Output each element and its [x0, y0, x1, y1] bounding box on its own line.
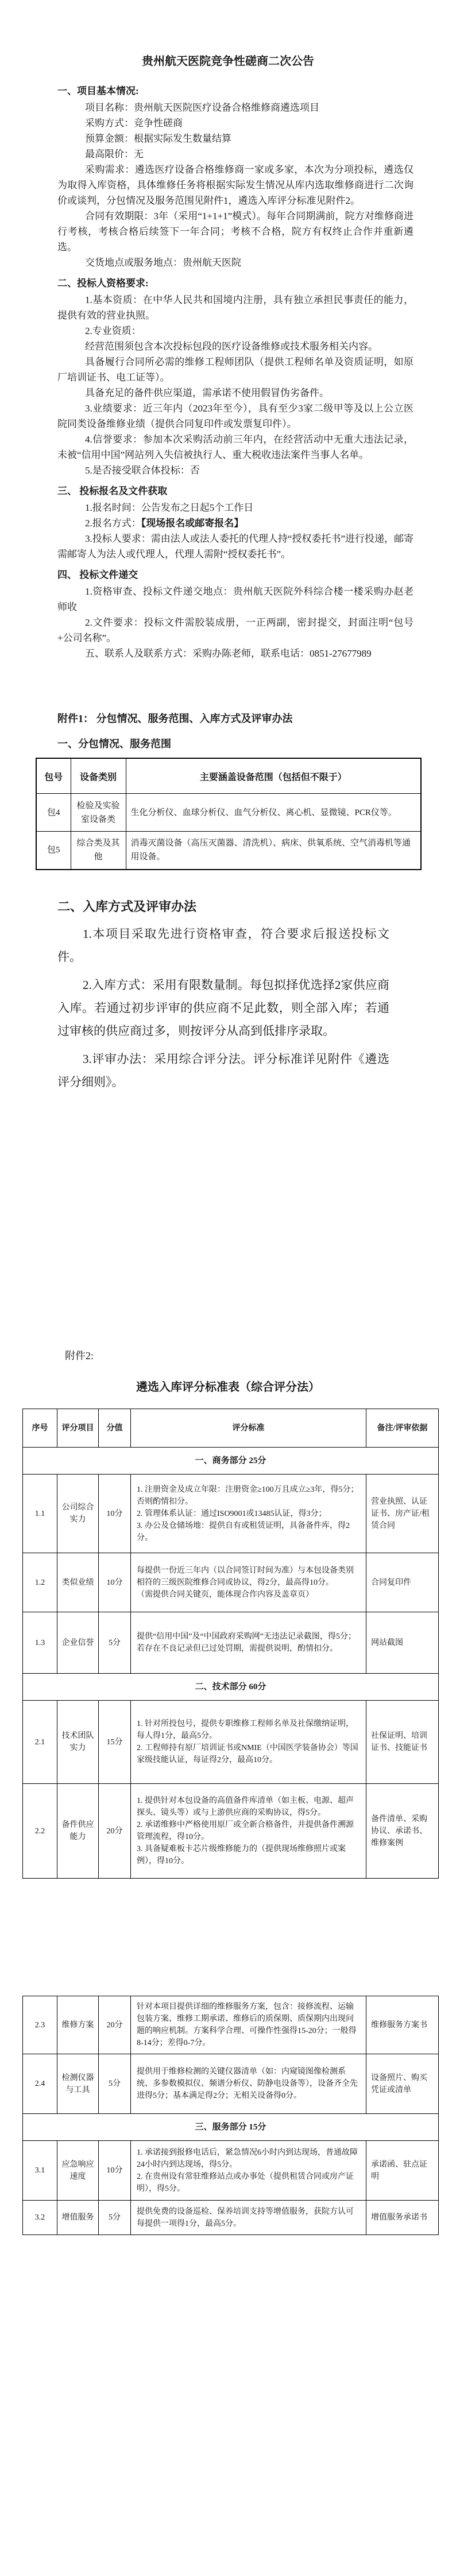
criteria-line: 3. 办公及仓储场地：提供自有或租赁证明，具备备件库，得2分。	[137, 1521, 350, 1542]
cell-item: 备件供应能力	[57, 1784, 99, 1879]
section-row	[23, 1448, 439, 1475]
table1-header-row	[36, 758, 421, 794]
paragraph-text: 采购需求：遴选医疗设备合格维修商一家或多家，本次为分项投标，遴选仅为取得入库资格，具体维修任务将根据实际发生情况从库内选取维修商进行二次询价或谈判，分包情况及服务范围见附件1，遴选入库评分标准见附件2。	[57, 164, 414, 206]
table1-column-header: 主要涵盖设备范围（包括但不限于）	[126, 758, 421, 794]
paragraph	[57, 255, 414, 270]
paragraph-bold-text: 【现场报名或邮寄报名】	[141, 518, 244, 529]
section-heading: 二、投标人资格要求:	[57, 278, 149, 289]
cell-category: 检验及实验室设备类	[71, 794, 126, 832]
table-row	[36, 794, 421, 832]
attachment1-methods	[57, 897, 389, 1093]
cell-item: 公司综合实力	[57, 1475, 99, 1553]
cell-basis: 社保证明、培训证书、技能证书	[366, 1701, 439, 1784]
cell-item: 检测仪器与工具	[57, 2054, 99, 2114]
cell-category: 综合类及其他	[71, 832, 126, 870]
score-table-column-header: 评分项目	[57, 1409, 99, 1448]
cell-no: 2.4	[23, 2054, 57, 2114]
score-row	[23, 2054, 439, 2114]
paragraph-text: 2.文件要求：投标文件需胶装成册，一正两副，密封提交，封面注明“包号+公司名称”。	[57, 617, 414, 643]
paragraph: 3.评审办法：采用综合评分法。评分标准详见附件《遴选评分细则》。	[57, 1052, 389, 1089]
score-table-column-header: 备注/评审依据	[366, 1409, 439, 1448]
cell-criteria	[131, 1996, 366, 2054]
score-row	[23, 1701, 439, 1784]
paragraph	[57, 292, 414, 323]
paragraph-text: 3.业绩要求：近三年内（2023年至今），具有至少3家二级甲等及以上公立医院同类设备维修业绩（提供合同复印件或发票复印件）。	[57, 403, 414, 429]
paragraph	[57, 615, 414, 646]
cell-basis: 增值服务承诺书	[366, 2201, 439, 2235]
paragraph	[57, 515, 414, 531]
cell-criteria	[131, 1475, 366, 1553]
cell-item: 类似业绩	[57, 1553, 99, 1612]
paragraph	[57, 646, 414, 661]
attachment1-sub2-heading: 二、入库方式及评审办法	[57, 899, 197, 914]
cell-no: 2.3	[23, 1996, 57, 2054]
criteria-line: 3. 具备疑难板卡芯片级维修能力的（提供现场维修照片或案例），得10分。	[137, 1845, 346, 1865]
paragraph-text: 5.是否接受联合体投标：否	[85, 465, 200, 476]
paragraph	[57, 208, 414, 255]
cell-criteria	[131, 1612, 366, 1674]
section-heading: 一、项目基本情况:	[57, 86, 139, 96]
score-row	[23, 2141, 439, 2201]
criteria-line: 1. 提供针对本包设备的高值备件库清单（如主板、电源、超声探头、镜头等）或与上游供应商的采购协议，得5分。	[137, 1797, 354, 1817]
paragraph	[57, 401, 414, 432]
cell-item: 应急响应速度	[57, 2141, 99, 2201]
paragraph-text: 1.报名时间：公告发布之日起5个工作日	[85, 502, 254, 513]
table1-column-header: 包号	[36, 758, 71, 794]
table-row	[36, 832, 421, 870]
paragraph	[57, 432, 414, 463]
paragraph	[57, 131, 414, 146]
cell-score: 5分	[99, 1612, 131, 1674]
cell-criteria	[131, 2141, 366, 2201]
paragraph-text: 1.资格审查、投标文件递交地点：贵州航天医院外科综合楼一楼采购办赵老师收	[57, 586, 414, 612]
criteria-line: （需提供合同关键页，能体现合作内容及盖章页）	[137, 1590, 314, 1599]
criteria-line: 2. 承诺维修中严格使用原厂或全新合格备件，并提供备件溯源管理流程，得10分。	[137, 1821, 354, 1841]
score-table-column-header: 序号	[23, 1409, 57, 1448]
score-table-column-header: 分值	[99, 1409, 131, 1448]
cell-no: 2.2	[23, 1784, 57, 1879]
criteria-line: 提供免费的设备巡检、保养培训支持等增值服务，获院方认可每提供一项得1分，最高5分。	[137, 2207, 354, 2228]
cell-scope: 消毒灭菌设备（高压灭菌器、清洗机）、病床、供氧系统、空气消毒机等通用设备。	[126, 832, 421, 870]
cell-criteria	[131, 1701, 366, 1784]
attachment1-heading: 附件1： 分包情况、服务范围、入库方式及评审办法	[57, 713, 293, 724]
paragraph	[57, 463, 414, 478]
paragraph	[57, 323, 414, 339]
attachment2-label: 附件2:	[65, 1350, 94, 1361]
criteria-line: 1. 注册资金及成立年限：注册资金≥100万且成立≥3年，得5分；否则酌情扣分。	[137, 1485, 359, 1506]
paragraph-text: 2.报名方式：	[85, 518, 141, 529]
paragraph-text: 最高限价：无	[85, 149, 144, 160]
criteria-line: 每提供一份近三年内（以合同签订时间为准）与本包设备类别相符的三级医院维修合同或协议，得2分，最高得10分。	[137, 1566, 354, 1587]
paragraph-text: 交货地点或服务地点：贵州航天医院	[85, 257, 241, 268]
score-row	[23, 2201, 439, 2235]
paragraph-text: 1.基本资质：在中华人民共和国境内注册，具有独立承担民事责任的能力，提供有效的营业执照。	[57, 294, 414, 321]
section-row	[23, 1674, 439, 1701]
cell-item: 技术团队实力	[57, 1701, 99, 1784]
score-table-header-row	[23, 1409, 439, 1448]
section-title-cell: 二、技术部分 60分	[23, 1674, 439, 1701]
cell-basis: 营业执照、认证证书、房产证/租赁合同	[366, 1475, 439, 1553]
score-row	[23, 1996, 439, 2054]
section-title-cell: 三、服务部分 15分	[23, 2114, 439, 2141]
announcement-body	[0, 70, 456, 661]
paragraph-text: 具备充足的备件供应渠道，需承诺不使用假冒伪劣备件。	[85, 387, 329, 398]
cell-basis: 备件清单、采购协议、承诺书、维修案例	[366, 1784, 439, 1879]
cell-criteria	[131, 2054, 366, 2114]
score-table-part-2	[22, 1996, 439, 2235]
paragraph-text: 经营范围须包含本次投标包段的医疗设备维修或技术服务相关内容。	[85, 341, 378, 352]
cell-criteria	[131, 2201, 366, 2235]
cell-basis: 合同复印件	[366, 1553, 439, 1612]
section-title-cell: 一、商务部分 25分	[23, 1448, 439, 1475]
cell-item: 企业信誉	[57, 1612, 99, 1674]
cell-basis: 网站截图	[366, 1612, 439, 1674]
package-table	[36, 758, 422, 870]
cell-score: 20分	[99, 1784, 131, 1879]
cell-score: 20分	[99, 1996, 131, 2054]
cell-criteria	[131, 1553, 366, 1612]
criteria-line: 1. 承诺接到报修电话后，紧急情况6小时内到达现场，普通故障24小时内到达现场，得5分。	[137, 2148, 358, 2169]
criteria-line: 提供“信用中国”及“中国政府采购网”无违法记录截图，得5分；若存在不良记录但已过处罚期，需提供说明，酌情扣分。	[137, 1632, 356, 1653]
cell-score: 10分	[99, 2141, 131, 2201]
paragraph-text: 3.投标人要求：需由法人或法人委托的代理人持“授权委托书”进行投递，邮寄需邮寄人为法人或代理人，代理人需附“授权委托书”。	[57, 533, 414, 560]
cell-item: 增值服务	[57, 2201, 99, 2235]
attachment2-title: 遴选入库评分标准表（综合评分法）	[136, 1381, 320, 1394]
cell-basis: 设备照片、购买凭证或清单	[366, 2054, 439, 2114]
section-row	[23, 2114, 439, 2141]
criteria-line: 2. 工程师持有原厂培训证书或NMIE（中国医学装备协会）等国家级技能认证，每证得2分，最高10分。	[137, 1744, 358, 1764]
paragraph	[57, 100, 414, 115]
paragraph	[57, 339, 414, 354]
cell-item: 维修方案	[57, 1996, 99, 2054]
doc-title: 贵州航天医院竞争性磋商二次公告	[142, 55, 314, 68]
cell-no: 1.1	[23, 1475, 57, 1553]
section-heading: 四、 投标文件递交	[57, 569, 138, 580]
cell-package: 包4	[36, 794, 71, 832]
section-heading: 三、 投标报名及文件获取	[57, 486, 168, 496]
cell-criteria	[131, 1784, 366, 1879]
score-row	[23, 1612, 439, 1674]
criteria-line: 针对本项目提供详细的维修服务方案，包含：接修流程、运输包装方案、维修工期承诺、维修后的质保期、质保期内出现问题的响应机制。方案科学合理、可操作性强得15-20分；一般得8-14分；差得0-7分。	[137, 2003, 357, 2047]
cell-no: 3.1	[23, 2141, 57, 2201]
paragraph	[57, 531, 414, 562]
paragraph-text: 项目名称：贵州航天医院医疗设备合格维修商遴选项目	[85, 102, 319, 113]
cell-score: 5分	[99, 2201, 131, 2235]
score-row	[23, 1475, 439, 1553]
cell-score: 10分	[99, 1553, 131, 1612]
paragraph-text: 采购方式：竞争性磋商	[85, 118, 183, 129]
paragraph	[57, 584, 414, 615]
paragraph-text: 4.信誉要求：参加本次采购活动前三年内，在经营活动中无重大违法记录，未被“信用中国”网站列入失信被执行人、重大税收违法案件当事人名单。	[57, 434, 414, 460]
criteria-line: 2. 管理体系认证：通过ISO9001或13485认证，得3分；	[137, 1509, 327, 1518]
paragraph	[57, 500, 414, 515]
score-row	[23, 1784, 439, 1879]
paragraph: 2.入库方式：采用有限数量制。每包拟择优选择2家供应商入库。若通过初步评审的供应商不足此数，则全部入库；若通过审核的供应商过多，则按评分从高到低排序录取。	[57, 977, 389, 1038]
table1-column-header: 设备类别	[71, 758, 126, 794]
attachment1	[0, 711, 456, 1093]
cell-basis: 承诺函、驻点证明	[366, 2141, 439, 2201]
cell-no: 2.1	[23, 1701, 57, 1784]
score-table-part-1	[22, 1409, 439, 1879]
paragraph-text: 合同有效期限：3年（采用“1+1+1”模式）。每年合同期满前，院方对维修商进行考核，考核合格后续签下一年合同；考核不合格，院方有权终止合作并重新遴选。	[57, 211, 414, 253]
score-table-column-header: 评分标准	[131, 1409, 366, 1448]
attachment1-paragraphs	[57, 922, 389, 1093]
paragraph-text: 2.专业资质：	[85, 325, 141, 336]
paragraph	[57, 354, 414, 385]
cell-no: 3.2	[23, 2201, 57, 2235]
paragraph-text: 预算金额：根据实际发生数量结算	[85, 133, 231, 144]
paragraph: 1.本项目采取先进行资格审查，符合要求后报送投标文件。	[57, 926, 389, 964]
cell-scope: 生化分析仪、血球分析仪、血气分析仪、离心机、显微镜、PCR仪等。	[126, 794, 421, 832]
criteria-line: 1. 针对所投包号，提供专职维修工程师名单及社保缴纳证明，每人得1分，最高5分。	[137, 1720, 354, 1740]
paragraph	[57, 115, 414, 131]
cell-score: 10分	[99, 1475, 131, 1553]
paragraph-text: 具备履行合同所必需的维修工程师团队（提供工程师名单及资质证明，如原厂培训证书、电工证等）。	[57, 356, 414, 383]
cell-package: 包5	[36, 832, 71, 870]
cell-score: 5分	[99, 2054, 131, 2114]
criteria-line: 提供用于维修检测的关键仪器清单（如：内窥镜图像检测系统、多参数模拟仪、频谱分析仪、防静电设备等），设备齐全先进得5分；基本满足得2分；无相关设备得0分。	[137, 2067, 358, 2100]
cell-score: 15分	[99, 1701, 131, 1784]
paragraph	[57, 385, 414, 401]
score-row	[23, 1553, 439, 1612]
cell-basis: 维修服务方案书	[366, 1996, 439, 2054]
attachment1-sub1-heading: 一、分包情况、服务范围	[57, 738, 171, 750]
cell-no: 1.3	[23, 1612, 57, 1674]
cell-no: 1.2	[23, 1553, 57, 1612]
paragraph	[57, 162, 414, 208]
paragraph-text: 五、联系人及联系方式：采购办陈老师，联系电话：0851-27677989	[85, 648, 372, 659]
attachment2	[0, 1348, 456, 2235]
criteria-line: 2. 在贵州设有常驻维修站点或办事处（提供租赁合同或房产证明），得5分。	[137, 2172, 354, 2193]
paragraph	[57, 146, 414, 162]
